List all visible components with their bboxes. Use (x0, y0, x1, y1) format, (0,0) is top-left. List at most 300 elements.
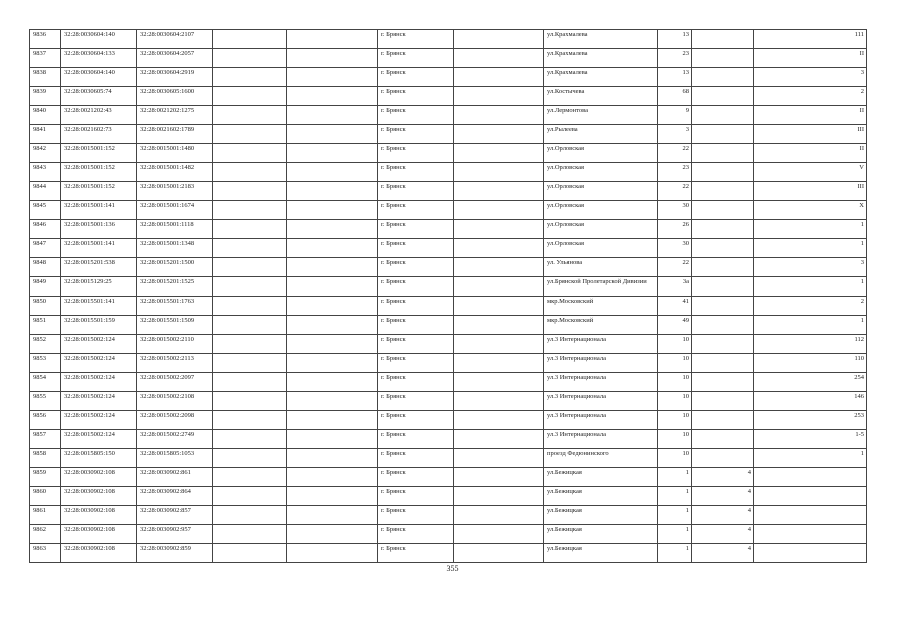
empty-cell (287, 316, 378, 335)
cadastral-block-cell: 32:28:0015001:141 (61, 201, 137, 220)
empty-cell (213, 297, 287, 316)
cadastral-number-cell: 32:28:0015501:1509 (137, 316, 213, 335)
table-row (30, 68, 877, 87)
house-number-cell: 41 (658, 297, 692, 316)
building-cell (692, 258, 754, 277)
city-cell: г. Брянск (378, 373, 454, 392)
building-cell: 4 (692, 544, 754, 563)
apartment-cell: 3 (754, 68, 867, 87)
empty-cell (287, 49, 378, 68)
cadastral-number-cell: 32:28:0030902:859 (137, 544, 213, 563)
row-number: 9840 (30, 106, 61, 125)
city-cell: г. Брянск (378, 30, 454, 49)
cadastral-block-cell: 32:28:0015001:152 (61, 182, 137, 201)
row-number: 9856 (30, 411, 61, 430)
empty-cell (213, 144, 287, 163)
house-number-cell: 9 (658, 106, 692, 125)
apartment-cell (754, 525, 867, 544)
cadastral-block-cell: 32:28:0015002:124 (61, 411, 137, 430)
apartment-cell: II (754, 106, 867, 125)
empty-cell (454, 411, 544, 430)
apartment-cell: 110 (754, 354, 867, 373)
row-number: 9836 (30, 30, 61, 49)
row-number: 9847 (30, 239, 61, 258)
table-row (30, 239, 877, 258)
empty-cell (454, 49, 544, 68)
cadastral-block-cell: 32:28:0015001:152 (61, 144, 137, 163)
building-cell (692, 430, 754, 449)
cadastral-block-cell: 32:28:0015002:124 (61, 354, 137, 373)
street-cell: ул.Крахмалева (544, 49, 658, 68)
street-cell: ул.Бежицкая (544, 525, 658, 544)
street-cell: ул.3 Интернационала (544, 373, 658, 392)
empty-cell (454, 258, 544, 277)
row-number: 9852 (30, 335, 61, 354)
cadastral-block-cell: 32:28:0030902:108 (61, 468, 137, 487)
table-row (30, 106, 877, 125)
building-cell (692, 30, 754, 49)
house-number-cell: 1 (658, 487, 692, 506)
building-cell (692, 335, 754, 354)
house-number-cell: 1 (658, 468, 692, 487)
empty-cell (213, 68, 287, 87)
apartment-cell (754, 544, 867, 563)
house-number-cell: 1 (658, 525, 692, 544)
street-cell: ул.Бежицкая (544, 487, 658, 506)
house-number-cell: 3а (658, 277, 692, 297)
empty-cell (454, 163, 544, 182)
building-cell: 4 (692, 468, 754, 487)
table-row (30, 163, 877, 182)
empty-cell (454, 506, 544, 525)
house-number-cell: 49 (658, 316, 692, 335)
empty-cell (287, 354, 378, 373)
building-cell (692, 163, 754, 182)
cadastral-number-cell: 32:28:0015805:1053 (137, 449, 213, 468)
table-row (30, 430, 877, 449)
cadastral-number-cell: 32:28:0015001:1480 (137, 144, 213, 163)
empty-cell (287, 373, 378, 392)
row-number: 9858 (30, 449, 61, 468)
house-number-cell: 30 (658, 239, 692, 258)
apartment-cell (754, 487, 867, 506)
street-cell: ул.Орловская (544, 201, 658, 220)
empty-cell (287, 430, 378, 449)
cadastral-number-cell: 32:28:0015001:1674 (137, 201, 213, 220)
cadastral-block-cell: 32:28:0015805:150 (61, 449, 137, 468)
building-cell (692, 125, 754, 144)
empty-cell (213, 525, 287, 544)
table-row (30, 487, 877, 506)
empty-cell (287, 487, 378, 506)
building-cell (692, 106, 754, 125)
table-row (30, 125, 877, 144)
city-cell: г. Брянск (378, 220, 454, 239)
city-cell: г. Брянск (378, 449, 454, 468)
building-cell: 4 (692, 487, 754, 506)
empty-cell (213, 125, 287, 144)
building-cell (692, 87, 754, 106)
street-cell: ул.3 Интернационала (544, 392, 658, 411)
city-cell: г. Брянск (378, 411, 454, 430)
cadastral-block-cell: 32:28:0015001:141 (61, 239, 137, 258)
empty-cell (454, 125, 544, 144)
cadastral-number-cell: 32:28:0015001:2183 (137, 182, 213, 201)
cadastral-block-cell: 32:28:0030902:108 (61, 487, 137, 506)
row-number: 9839 (30, 87, 61, 106)
house-number-cell: 26 (658, 220, 692, 239)
empty-cell (287, 30, 378, 49)
street-cell: мкр.Московский (544, 316, 658, 335)
apartment-cell: 1 (754, 449, 867, 468)
street-cell: ул.Бежицкая (544, 468, 658, 487)
cadastral-number-cell: 32:28:0021202:1275 (137, 106, 213, 125)
city-cell: г. Брянск (378, 335, 454, 354)
table-row (30, 392, 877, 411)
building-cell (692, 182, 754, 201)
empty-cell (287, 106, 378, 125)
city-cell: г. Брянск (378, 182, 454, 201)
empty-cell (213, 239, 287, 258)
table-row (30, 525, 877, 544)
empty-cell (287, 87, 378, 106)
table-row (30, 182, 877, 201)
table-row (30, 544, 877, 563)
street-cell: проезд Федюнинского (544, 449, 658, 468)
cadastral-block-cell: 32:28:0030604:133 (61, 49, 137, 68)
row-number: 9850 (30, 297, 61, 316)
house-number-cell: 10 (658, 335, 692, 354)
cadastral-number-cell: 32:28:0015001:1482 (137, 163, 213, 182)
table-row (30, 335, 877, 354)
building-cell: 4 (692, 506, 754, 525)
cadastral-number-cell: 32:28:0030902:861 (137, 468, 213, 487)
building-cell (692, 373, 754, 392)
table-row (30, 373, 877, 392)
empty-cell (213, 87, 287, 106)
table-row (30, 144, 877, 163)
empty-cell (287, 335, 378, 354)
cadastral-block-cell: 32:28:0030604:140 (61, 30, 137, 49)
page-number: 355 (446, 564, 459, 573)
cadastral-number-cell: 32:28:0015201:1525 (137, 277, 213, 297)
table-row (30, 30, 877, 49)
cadastral-block-cell: 32:28:0021202:43 (61, 106, 137, 125)
house-number-cell: 10 (658, 373, 692, 392)
apartment-cell (754, 468, 867, 487)
empty-cell (454, 68, 544, 87)
apartment-cell: 254 (754, 373, 867, 392)
cadastral-block-cell: 32:28:0015002:124 (61, 392, 137, 411)
row-number: 9838 (30, 68, 61, 87)
row-number: 9862 (30, 525, 61, 544)
empty-cell (454, 106, 544, 125)
empty-cell (454, 373, 544, 392)
row-number: 9863 (30, 544, 61, 563)
building-cell (692, 316, 754, 335)
empty-cell (213, 30, 287, 49)
empty-cell (213, 430, 287, 449)
building-cell (692, 354, 754, 373)
house-number-cell: 3 (658, 125, 692, 144)
property-register-table (29, 29, 877, 563)
house-number-cell: 23 (658, 163, 692, 182)
house-number-cell: 10 (658, 411, 692, 430)
city-cell: г. Брянск (378, 316, 454, 335)
cadastral-number-cell: 32:28:0015002:2110 (137, 335, 213, 354)
street-cell: ул.3 Интернационала (544, 335, 658, 354)
city-cell: г. Брянск (378, 163, 454, 182)
empty-cell (287, 201, 378, 220)
row-number: 9860 (30, 487, 61, 506)
empty-cell (454, 544, 544, 563)
city-cell: г. Брянск (378, 487, 454, 506)
apartment-cell: 2 (754, 87, 867, 106)
city-cell: г. Брянск (378, 544, 454, 563)
cadastral-block-cell: 32:28:0015201:538 (61, 258, 137, 277)
empty-cell (287, 506, 378, 525)
city-cell: г. Брянск (378, 201, 454, 220)
cadastral-block-cell: 32:28:0015002:124 (61, 335, 137, 354)
apartment-cell: 253 (754, 411, 867, 430)
cadastral-number-cell: 32:28:0015001:1118 (137, 220, 213, 239)
city-cell: г. Брянск (378, 87, 454, 106)
empty-cell (213, 449, 287, 468)
empty-cell (287, 239, 378, 258)
street-cell: ул.3 Интернационала (544, 354, 658, 373)
city-cell: г. Брянск (378, 144, 454, 163)
empty-cell (287, 411, 378, 430)
row-number: 9855 (30, 392, 61, 411)
cadastral-block-cell: 32:28:0015002:124 (61, 430, 137, 449)
empty-cell (287, 297, 378, 316)
street-cell: ул.Бежицкая (544, 544, 658, 563)
empty-cell (454, 239, 544, 258)
building-cell (692, 220, 754, 239)
empty-cell (213, 468, 287, 487)
empty-cell (287, 392, 378, 411)
cadastral-number-cell: 32:28:0030902:857 (137, 506, 213, 525)
empty-cell (454, 335, 544, 354)
building-cell (692, 201, 754, 220)
street-cell: ул.Орловская (544, 163, 658, 182)
row-number: 9848 (30, 258, 61, 277)
city-cell: г. Брянск (378, 239, 454, 258)
empty-cell (454, 392, 544, 411)
cadastral-block-cell: 32:28:0030605:74 (61, 87, 137, 106)
building-cell (692, 297, 754, 316)
table-row (30, 449, 877, 468)
apartment-cell (754, 506, 867, 525)
building-cell (692, 239, 754, 258)
house-number-cell: 1 (658, 506, 692, 525)
apartment-cell: II (754, 49, 867, 68)
cadastral-block-cell: 32:28:0030902:108 (61, 525, 137, 544)
empty-cell (213, 354, 287, 373)
empty-cell (287, 468, 378, 487)
apartment-cell: 112 (754, 335, 867, 354)
apartment-cell: 1 (754, 316, 867, 335)
empty-cell (287, 68, 378, 87)
street-cell: мкр.Московский (544, 297, 658, 316)
street-cell: ул.3 Интернационала (544, 430, 658, 449)
row-number: 9843 (30, 163, 61, 182)
empty-cell (454, 449, 544, 468)
empty-cell (213, 220, 287, 239)
empty-cell (213, 373, 287, 392)
house-number-cell: 10 (658, 449, 692, 468)
apartment-cell: 111 (754, 30, 867, 49)
row-number: 9842 (30, 144, 61, 163)
table-row (30, 468, 877, 487)
building-cell (692, 449, 754, 468)
cadastral-number-cell: 32:28:0015001:1348 (137, 239, 213, 258)
city-cell: г. Брянск (378, 354, 454, 373)
house-number-cell: 30 (658, 201, 692, 220)
empty-cell (454, 468, 544, 487)
cadastral-number-cell: 32:28:0015501:1763 (137, 297, 213, 316)
empty-cell (454, 87, 544, 106)
apartment-cell: 146 (754, 392, 867, 411)
apartment-cell: II (754, 144, 867, 163)
house-number-cell: 10 (658, 354, 692, 373)
city-cell: г. Брянск (378, 49, 454, 68)
empty-cell (213, 506, 287, 525)
cadastral-block-cell: 32:28:0030604:140 (61, 68, 137, 87)
building-cell (692, 277, 754, 297)
city-cell: г. Брянск (378, 277, 454, 297)
building-cell (692, 68, 754, 87)
city-cell: г. Брянск (378, 125, 454, 144)
building-cell (692, 411, 754, 430)
row-number: 9853 (30, 354, 61, 373)
street-cell: ул.Орловская (544, 182, 658, 201)
row-number: 9846 (30, 220, 61, 239)
empty-cell (287, 258, 378, 277)
empty-cell (287, 544, 378, 563)
row-number: 9859 (30, 468, 61, 487)
empty-cell (213, 163, 287, 182)
cadastral-number-cell: 32:28:0015002:2108 (137, 392, 213, 411)
cadastral-number-cell: 32:28:0030902:957 (137, 525, 213, 544)
city-cell: г. Брянск (378, 392, 454, 411)
empty-cell (213, 392, 287, 411)
apartment-cell: 2 (754, 297, 867, 316)
street-cell: ул.Костычева (544, 87, 658, 106)
row-number: 9845 (30, 201, 61, 220)
apartment-cell: V (754, 163, 867, 182)
cadastral-number-cell: 32:28:0015002:2098 (137, 411, 213, 430)
table-row (30, 297, 877, 316)
table-row (30, 354, 877, 373)
cadastral-block-cell: 32:28:0015501:159 (61, 316, 137, 335)
city-cell: г. Брянск (378, 430, 454, 449)
empty-cell (454, 525, 544, 544)
empty-cell (213, 411, 287, 430)
table-row (30, 220, 877, 239)
apartment-cell: 3 (754, 258, 867, 277)
city-cell: г. Брянск (378, 468, 454, 487)
empty-cell (287, 144, 378, 163)
city-cell: г. Брянск (378, 297, 454, 316)
empty-cell (454, 430, 544, 449)
city-cell: г. Брянск (378, 258, 454, 277)
table-body (30, 30, 877, 563)
cadastral-block-cell: 32:28:0015001:136 (61, 220, 137, 239)
cadastral-block-cell: 32:28:0015002:124 (61, 373, 137, 392)
empty-cell (454, 316, 544, 335)
apartment-cell: X (754, 201, 867, 220)
apartment-cell: 1 (754, 239, 867, 258)
empty-cell (454, 201, 544, 220)
house-number-cell: 22 (658, 144, 692, 163)
street-cell: ул.Орловская (544, 220, 658, 239)
row-number: 9841 (30, 125, 61, 144)
empty-cell (454, 354, 544, 373)
street-cell: ул.3 Интернационала (544, 411, 658, 430)
empty-cell (213, 277, 287, 297)
empty-cell (213, 106, 287, 125)
cadastral-number-cell: 32:28:0015002:2113 (137, 354, 213, 373)
cadastral-block-cell: 32:28:0030902:108 (61, 544, 137, 563)
cadastral-number-cell: 32:28:0030902:864 (137, 487, 213, 506)
row-number: 9861 (30, 506, 61, 525)
street-cell: ул.Крахмалева (544, 30, 658, 49)
house-number-cell: 68 (658, 87, 692, 106)
street-cell: ул.Орловская (544, 144, 658, 163)
street-cell: ул.Орловская (544, 239, 658, 258)
cadastral-number-cell: 32:28:0030605:1600 (137, 87, 213, 106)
empty-cell (213, 316, 287, 335)
empty-cell (454, 182, 544, 201)
row-number: 9849 (30, 277, 61, 297)
empty-cell (213, 201, 287, 220)
city-cell: г. Брянск (378, 506, 454, 525)
empty-cell (287, 220, 378, 239)
empty-cell (213, 335, 287, 354)
street-cell: ул. Ульянова (544, 258, 658, 277)
empty-cell (454, 30, 544, 49)
city-cell: г. Брянск (378, 68, 454, 87)
empty-cell (287, 449, 378, 468)
house-number-cell: 10 (658, 392, 692, 411)
city-cell: г. Брянск (378, 106, 454, 125)
row-number: 9837 (30, 49, 61, 68)
empty-cell (287, 163, 378, 182)
table-row (30, 411, 877, 430)
cadastral-block-cell: 32:28:0015501:141 (61, 297, 137, 316)
cadastral-number-cell: 32:28:0030604:2057 (137, 49, 213, 68)
empty-cell (213, 182, 287, 201)
empty-cell (454, 277, 544, 297)
empty-cell (213, 258, 287, 277)
apartment-cell: 1-5 (754, 430, 867, 449)
empty-cell (454, 297, 544, 316)
empty-cell (454, 144, 544, 163)
empty-cell (213, 49, 287, 68)
cadastral-block-cell: 32:28:0021602:73 (61, 125, 137, 144)
apartment-cell: III (754, 125, 867, 144)
building-cell (692, 144, 754, 163)
cadastral-block-cell: 32:28:0015001:152 (61, 163, 137, 182)
empty-cell (287, 277, 378, 297)
building-cell (692, 49, 754, 68)
house-number-cell: 22 (658, 258, 692, 277)
empty-cell (287, 182, 378, 201)
table-row (30, 316, 877, 335)
street-cell: ул.Брянской Пролетарской Дивизии (544, 277, 658, 297)
cadastral-block-cell: 32:28:0030902:108 (61, 506, 137, 525)
